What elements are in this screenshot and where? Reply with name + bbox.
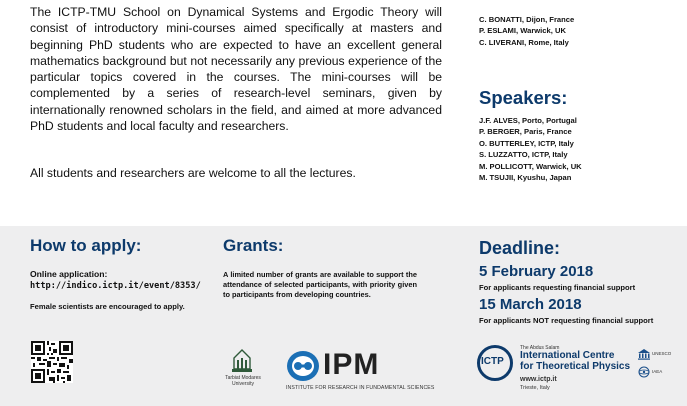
how-to-apply-heading: How to apply: <box>30 236 142 255</box>
grants-heading: Grants: <box>223 236 284 255</box>
organizer-item: C. BONATTI, Dijon, France <box>479 15 575 24</box>
unesco-logo-icon <box>637 348 651 360</box>
intro-paragraph: The ICTP-TMU School on Dynamical Systems and Ergodic Theory will consist of introductory mini-courses aimed specifically at masters and beginning PhD students who are expected to have an excellent general mathematics background but not necessarily any previous experience of the particular topics covered in the courses. The mini-courses will be complemented by a series of research-level seminars, given by internationally renowned scholars in the field, and aimed at more advanced PhD students and local faculty and researchers. <box>30 5 442 134</box>
tarbiat-modares-logo-icon <box>228 346 256 374</box>
deadline-note-2: For applicants NOT requesting financial support <box>479 316 654 325</box>
ipm-caption: INSTITUTE FOR RESEARCH IN FUNDAMENTAL SCIENCES <box>286 385 435 391</box>
speaker-item: S. LUZZATTO, ICTP, Italy <box>479 150 568 160</box>
deadline-note-1: For applicants requesting financial support <box>479 283 636 292</box>
tarbiat-modares-caption: Tarbiat Modares University <box>225 375 261 387</box>
application-link[interactable]: http://indico.ictp.it/event/8353/ <box>30 281 201 291</box>
organizer-item: C. LIVERANI, Rome, Italy <box>479 37 569 47</box>
organizers-list <box>479 14 574 48</box>
speaker-item: P. BERGER, Paris, France <box>479 127 572 137</box>
deadline-date-2: 15 March 2018 <box>479 296 582 313</box>
speakers-list <box>479 115 582 183</box>
ictp-website[interactable]: www.ictp.it <box>520 376 557 383</box>
iaea-label: IAEA <box>652 369 663 374</box>
ipm-wordmark: IPM <box>323 348 380 381</box>
ictp-name-line-2: for Theoretical Physics <box>520 361 631 372</box>
iaea-logo-icon <box>637 366 651 378</box>
qr-code-icon[interactable] <box>31 341 73 383</box>
welcome-note: All students and researchers are welcome to all the lectures. <box>30 166 356 180</box>
female-scientists-note: Female scientists are encouraged to apply. <box>30 302 185 311</box>
ictp-abbreviation: ICTP <box>481 356 504 367</box>
deadline-heading: Deadline: <box>479 238 561 258</box>
online-application-label: Online application: <box>30 269 108 279</box>
ictp-name-line-1: International Centre <box>520 350 615 361</box>
speaker-item: J.F. ALVES, Porto, Portugal <box>479 116 577 125</box>
ictp-city: Trieste, Italy <box>520 385 550 391</box>
speakers-heading: Speakers: <box>479 87 568 108</box>
speaker-item: O. BUTTERLEY, ICTP, Italy <box>479 138 574 148</box>
speaker-item: M. POLLICOTT, Warwick, UK <box>479 161 582 171</box>
ictp-subtitle: The Abdus Salam <box>520 345 560 351</box>
grants-text: A limited number of grants are available to support the attendance of selected participants, with priority given to participants from developing countries. <box>223 270 417 300</box>
unesco-label: UNESCO <box>652 351 672 356</box>
speaker-item: M. TSUJII, Kyushu, Japan <box>479 173 572 183</box>
deadline-date-1: 5 February 2018 <box>479 263 594 280</box>
organizer-item: P. ESLAMI, Warwick, UK <box>479 26 566 36</box>
